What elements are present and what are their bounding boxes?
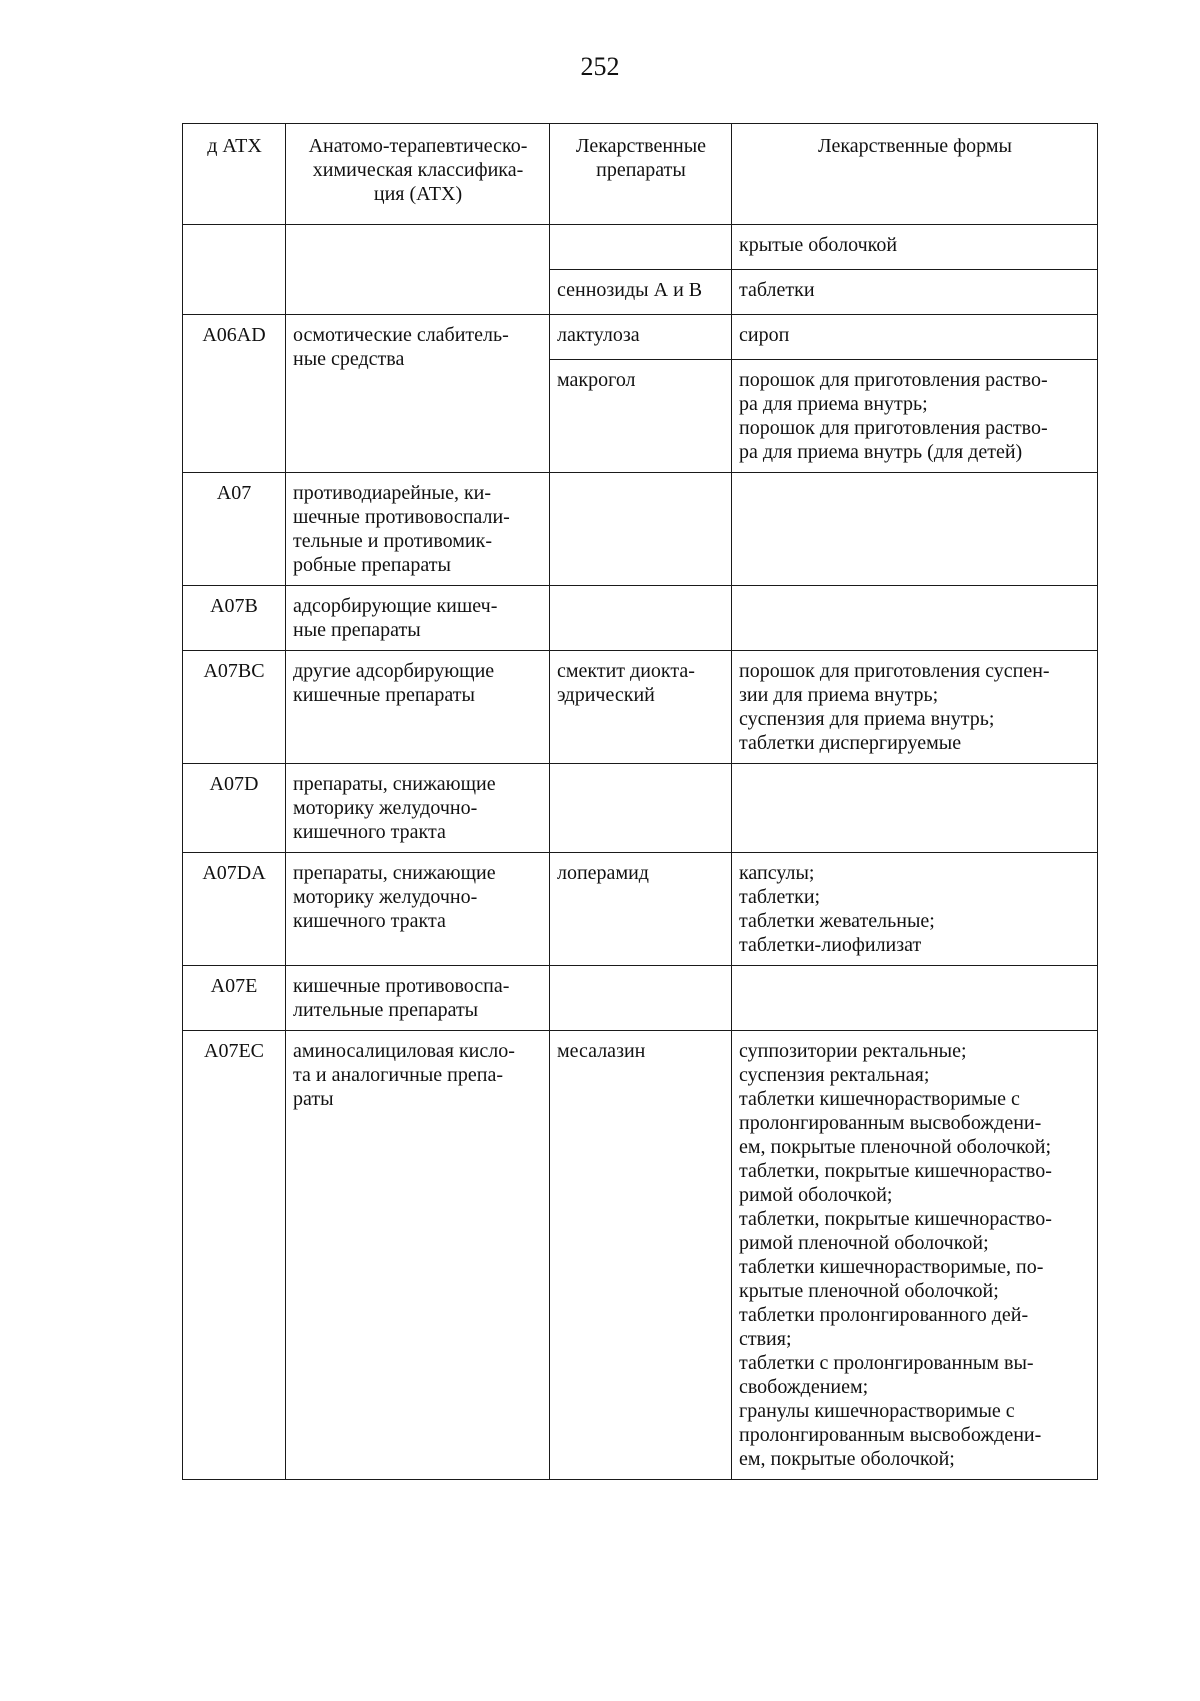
dosage-form-cell: таблетки: [732, 270, 1098, 315]
atx-class-cell: адсорбирующие кишеч- ные препараты: [286, 586, 550, 651]
atx-code-cell: A07EC: [183, 1031, 286, 1480]
atx-code-cell: A07E: [183, 966, 286, 1031]
atx-class-cell: препараты, снижающие моторику желудочно- кишечного тракта: [286, 853, 550, 966]
table-row: [183, 315, 1098, 360]
dosage-form-cell: суппозитории ректальные; суспензия ректальная; таблетки кишечнорастворимые с пролонгированным высвобождени- ем, покрытые пленочной оболочкой; таблетки, покрытые кишечнораство- римой оболочкой; таблетки, покрытые кишечнораство- римой пленочной оболочкой; таблетки кишечнорастворимые, по- крытые пленочной оболочкой; таблетки пролонгированного дей- ствия; таблетки с пролонгированным вы- свобождением; гранулы кишечнорастворимые с пролонгированным высвобождени- ем, покрытые оболочкой;: [732, 1031, 1098, 1480]
drug-cell: сеннозиды А и В: [550, 270, 732, 315]
dosage-form-cell: порошок для приготовления суспен- зии для приема внутрь; суспензия для приема внутрь; таблетки диспергируемые: [732, 651, 1098, 764]
atx-code-cell: [183, 225, 286, 315]
table-row: [183, 853, 1098, 966]
drug-cell: [550, 764, 732, 853]
header-dosage-forms: Лекарственные формы: [732, 124, 1098, 225]
drug-cell: [550, 586, 732, 651]
drug-cell: месалазин: [550, 1031, 732, 1480]
dosage-form-cell: порошок для приготовления раство- ра для приема внутрь; порошок для приготовления раство- ра для приема внутрь (для детей): [732, 360, 1098, 473]
table-row: [183, 1031, 1098, 1480]
atx-class-cell: препараты, снижающие моторику желудочно- кишечного тракта: [286, 764, 550, 853]
atx-class-cell: [286, 225, 550, 315]
table-row: [183, 586, 1098, 651]
atx-class-cell: кишечные противовоспа- лительные препараты: [286, 966, 550, 1031]
dosage-form-cell: [732, 586, 1098, 651]
header-atx-code: д АТХ: [183, 124, 286, 225]
table-row: [183, 225, 1098, 270]
atx-code-cell: A07: [183, 473, 286, 586]
table-row: [183, 966, 1098, 1031]
atx-code-cell: A06AD: [183, 315, 286, 473]
dosage-form-cell: [732, 966, 1098, 1031]
atx-code-cell: A07DA: [183, 853, 286, 966]
table-row: [183, 473, 1098, 586]
atx-code-cell: A07B: [183, 586, 286, 651]
table-row: [183, 651, 1098, 764]
drug-cell: макрогол: [550, 360, 732, 473]
atx-class-cell: противодиарейные, ки- шечные противовоспали- тельные и противомик- робные препараты: [286, 473, 550, 586]
dosage-form-cell: капсулы; таблетки; таблетки жевательные; таблетки-лиофилизат: [732, 853, 1098, 966]
page-number: 252: [580, 52, 620, 81]
header-drugs: Лекарственные препараты: [550, 124, 732, 225]
atx-class-cell: другие адсорбирующие кишечные препараты: [286, 651, 550, 764]
drug-cell: [550, 225, 732, 270]
dosage-form-cell: крытые оболочкой: [732, 225, 1098, 270]
drug-cell: [550, 473, 732, 586]
atx-class-cell: осмотические слабитель- ные средства: [286, 315, 550, 473]
dosage-form-cell: [732, 473, 1098, 586]
atx-code-cell: A07BC: [183, 651, 286, 764]
drug-cell: [550, 966, 732, 1031]
dosage-form-cell: [732, 764, 1098, 853]
header-atx-classification: Анатомо-терапевтическо- химическая классифика- ция (АТХ): [286, 124, 550, 225]
drug-cell: лоперамид: [550, 853, 732, 966]
atx-table: [182, 123, 1098, 1480]
atx-class-cell: аминосалициловая кисло- та и аналогичные препа- раты: [286, 1031, 550, 1480]
table-row: [183, 764, 1098, 853]
drug-cell: лактулоза: [550, 315, 732, 360]
dosage-form-cell: сироп: [732, 315, 1098, 360]
atx-code-cell: A07D: [183, 764, 286, 853]
drug-cell: смектит диокта- эдрический: [550, 651, 732, 764]
table-header-row: [183, 124, 1098, 225]
